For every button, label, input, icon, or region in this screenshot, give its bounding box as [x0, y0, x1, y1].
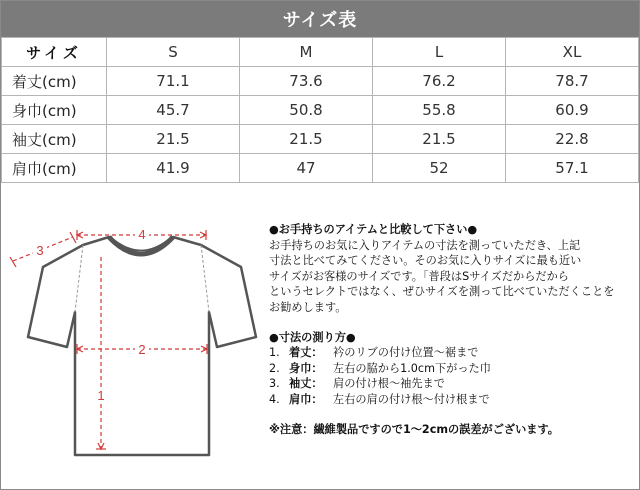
measure-heading: ●寸法の測り方● — [269, 330, 356, 344]
column-header: XL — [506, 38, 639, 67]
table-cell: 52 — [373, 154, 506, 183]
size-table — [1, 37, 639, 183]
table-cell: 45.7 — [107, 96, 240, 125]
table-cell: 21.5 — [107, 125, 240, 154]
table-row — [2, 125, 639, 154]
measure-number: 3. — [269, 377, 280, 391]
measure-label-4: 4 — [138, 227, 146, 242]
table-cell: 41.9 — [107, 154, 240, 183]
measure-item — [269, 392, 631, 408]
measure-number: 1. — [269, 346, 280, 360]
compare-heading: ●お手持ちのアイテムと比較して下さい● — [269, 223, 478, 236]
table-cell: 60.9 — [506, 96, 639, 125]
measure-label-2: 2 — [138, 342, 146, 357]
compare-text-line: お手持ちのお気に入りアイテムの寸法を測っていただき、上記 — [269, 238, 581, 252]
tshirt-diagram — [1, 187, 263, 489]
table-header-row — [2, 38, 639, 67]
measure-label-1: 1 — [97, 388, 105, 403]
table-cell: 21.5 — [240, 125, 373, 154]
column-header: L — [373, 38, 506, 67]
compare-text-line: 寸法と比べてみてください。そのお気に入りサイズに最も近い — [269, 254, 582, 268]
measurement-guide — [1, 187, 639, 489]
measure-name: 身巾： — [289, 361, 323, 375]
table-row — [2, 96, 639, 125]
measure-item — [269, 345, 631, 361]
table-corner-label: サイズ — [2, 38, 107, 67]
row-label: 身巾(cm) — [2, 96, 107, 125]
table-row — [2, 154, 639, 183]
table-cell: 71.1 — [107, 67, 240, 96]
table-cell: 21.5 — [373, 125, 506, 154]
measure-number: 4. — [269, 392, 280, 406]
table-cell: 22.8 — [506, 125, 639, 154]
column-header: M — [240, 38, 373, 67]
measure-description: 左右の脇から1.0cm下がった巾 — [333, 361, 491, 375]
warning-note: ※注意：繊維製品ですので1～2cmの誤差がございます。 — [269, 422, 559, 436]
row-label: 肩巾(cm) — [2, 154, 107, 183]
table-cell: 50.8 — [240, 96, 373, 125]
compare-text-line: というセレクトではなく、ぜひサイズを測って比べていただくことを — [269, 285, 615, 299]
row-label: 袖丈(cm) — [2, 125, 107, 154]
table-row — [2, 67, 639, 96]
measure-description: 左右の肩の付け根～付け根まで — [333, 392, 490, 406]
measure-number: 2. — [269, 361, 280, 375]
measure-name: 肩巾： — [289, 392, 323, 406]
measure-item — [269, 376, 631, 392]
measure-description: 衿のリブの付け位置～裾まで — [333, 346, 479, 360]
table-cell: 78.7 — [506, 67, 639, 96]
table-cell: 55.8 — [373, 96, 506, 125]
size-notes — [269, 222, 631, 437]
column-header: S — [107, 38, 240, 67]
measure-name: 着丈： — [289, 346, 323, 360]
measure-name: 袖丈： — [289, 377, 323, 391]
measure-description: 肩の付け根～袖先まで — [333, 377, 445, 391]
size-chart-title: サイズ表 — [1, 1, 639, 37]
compare-text-line: サイズがお客様のサイズです。「普段はSサイズだからだから — [269, 269, 569, 283]
compare-text-line: お勧めします。 — [269, 300, 347, 314]
row-label: 着丈(cm) — [2, 67, 107, 96]
table-cell: 76.2 — [373, 67, 506, 96]
table-cell: 47 — [240, 154, 373, 183]
table-cell: 73.6 — [240, 67, 373, 96]
measure-item — [269, 361, 631, 377]
measure-label-3: 3 — [36, 243, 44, 258]
table-cell: 57.1 — [506, 154, 639, 183]
